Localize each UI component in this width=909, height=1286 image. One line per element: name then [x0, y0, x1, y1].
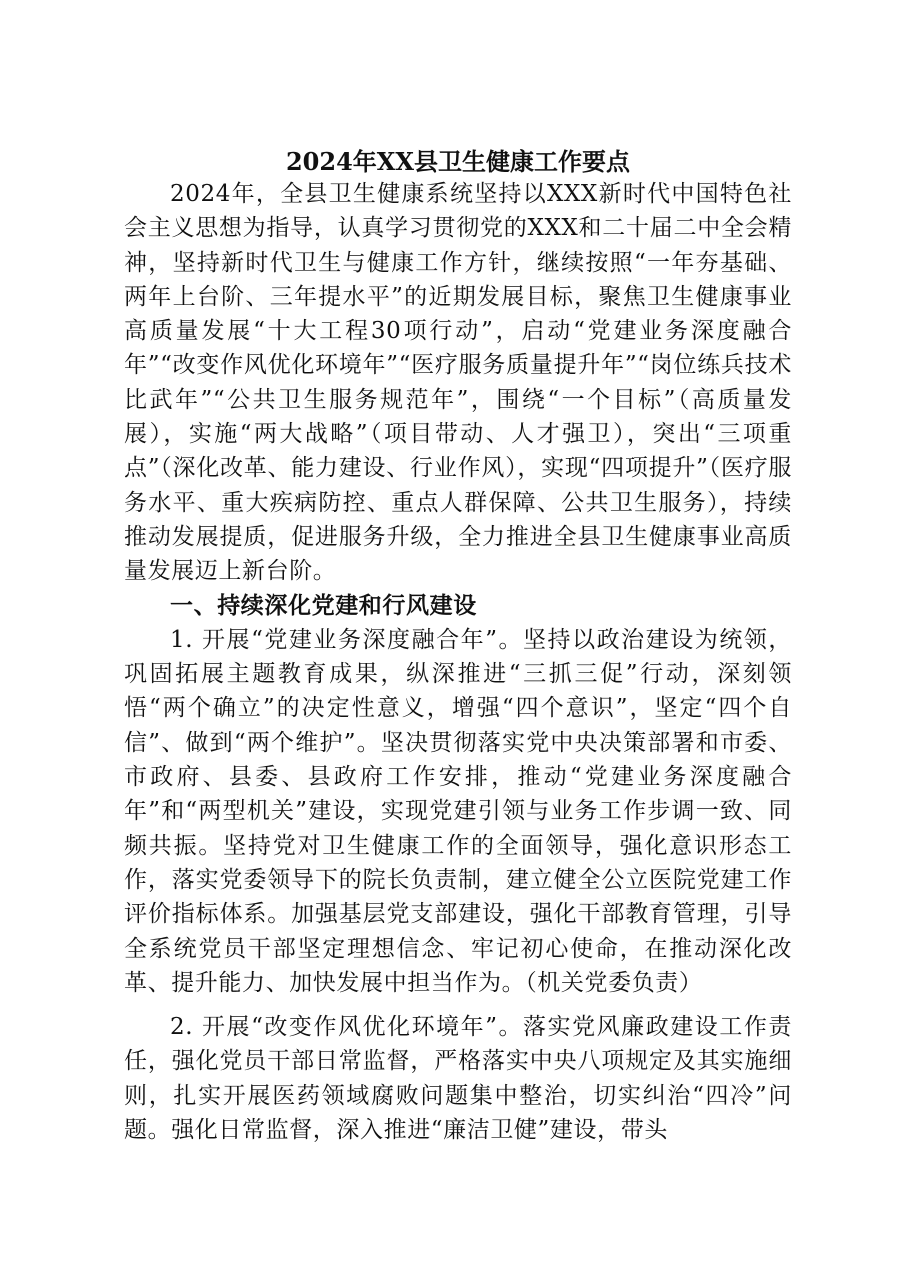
item-paragraph-2: 2. 开展“改变作风优化环境年”。落实党风廉政建设工作责任，强化党员干部日常监督，严格落实中央八项规定及其实施细则，扎实开展医药领域腐败问题集中整治，切实纠治“四冷”问题。强化日常监督，深入推进“廉洁卫健”建设，带头 [124, 1014, 792, 1144]
intro-paragraph: 2024年，全县卫生健康系统坚持以XXX新时代中国特色社会主义思想为指导，认真学习贯彻党的XXX和二十届二中全会精神，坚持新时代卫生与健康工作方针，继续按照“一年夯基础、两年上台阶、三年提水平”的近期发展目标，聚焦卫生健康事业高质量发展“十大工程30项行动”，启动“党建业务深度融合年”“改变作风优化环境年”“医疗服务质量提升年”“岗位练兵技术比武年”“公共卫生服务规范年”，围绕“一个目标”（高质量发展），实施“两大战略”（项目带动、人才强卫），突出“三项重点”（深化改革、能力建设、行业作风），实现“四项提升”（医疗服务水平、重大疾病防控、重点人群保障、公共卫生服务），持续推动发展提质，促进服务升级，全力推进全县卫生健康事业高质量发展迈上新台阶。 [124, 181, 792, 585]
document-title: 2024年XX县卫生健康工作要点 [285, 147, 631, 176]
section-heading-1: 一、持续深化党建和行风建设 [170, 591, 477, 619]
document-body [124, 147, 792, 1147]
paragraph-spacer [124, 1000, 792, 1010]
item-paragraph-1: 1. 开展“党建业务深度融合年”。坚持以政治建设为统领，巩固拓展主题教育成果，纵深推进“三抓三促”行动，深刻领悟“两个确立”的决定性意义，增强“四个意识”，坚定“四个自信”、做到“两个维护”。坚决贯彻落实党中央决策部署和市委、市政府、县委、县政府工作安排，推动“党建业务深度融合年”和“两型机关”建设，实现党建引领与业务工作步调一致、同频共振。坚持党对卫生健康工作的全面领导，强化意识形态工作，落实党委领导下的院长负责制，建立健全公立医院党建工作评价指标体系。加强基层党支部建设，强化干部教育管理，引导全系统党员干部坚定理想信念、牢记初心使命，在推动深化改革、提升能力、加快发展中担当作为。（机关党委负责） [124, 626, 792, 996]
